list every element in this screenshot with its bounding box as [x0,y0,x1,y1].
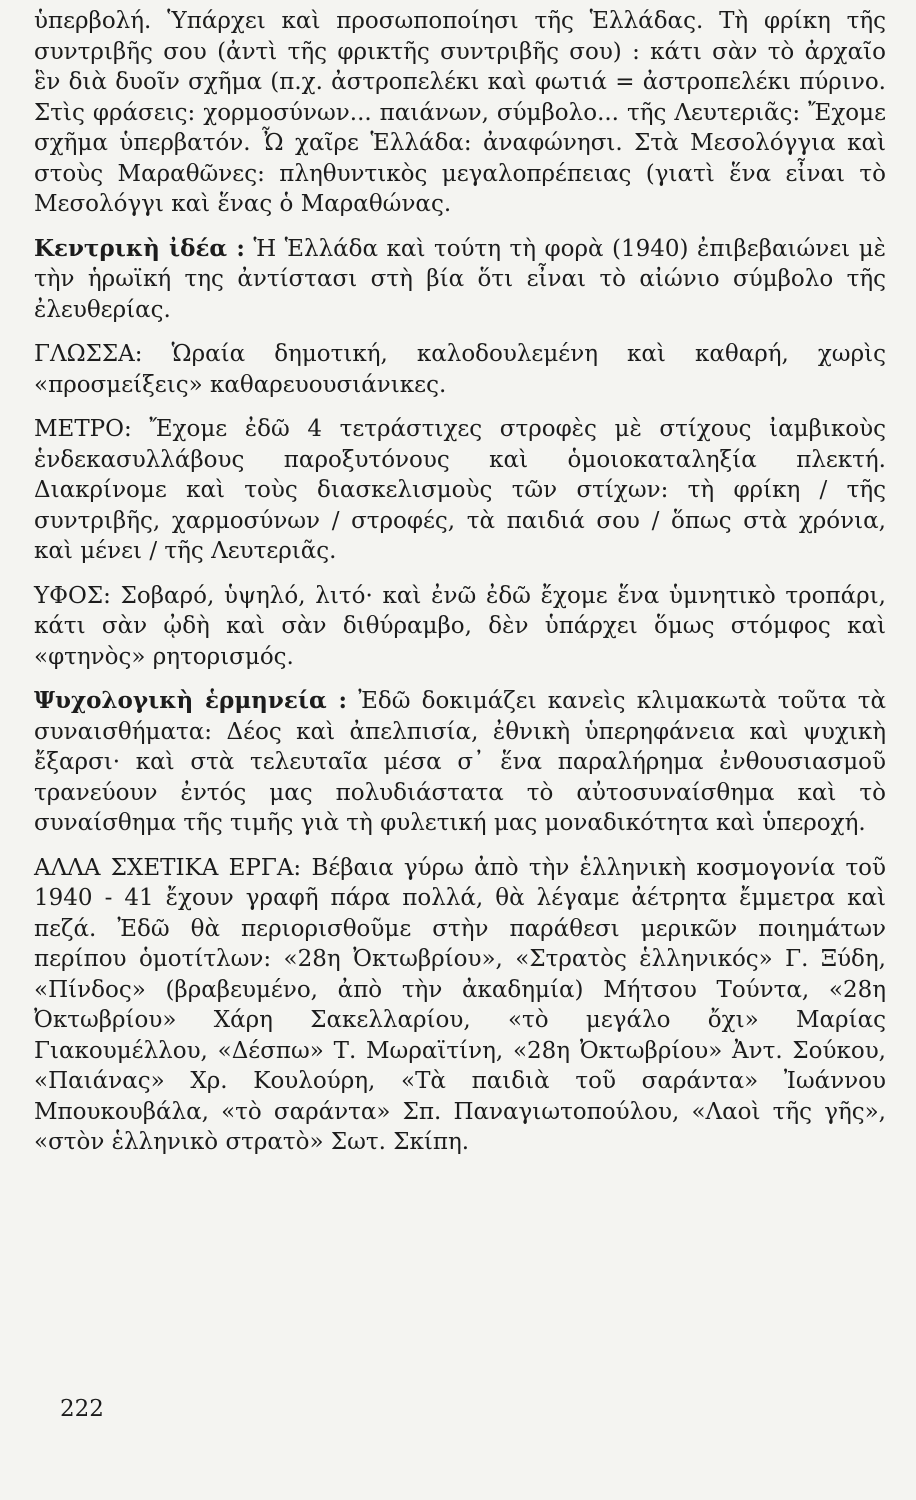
language-text: Ὡραία δημοτική, καλοδουλεμένη καὶ καθαρή, χωρὶς «προσμείξεις» καθαρευουσιάνικες. [34,341,886,398]
central-idea-text: Ἡ Ἑλλάδα καὶ τούτη τὴ φορὰ (1940) ἐπιβεβαιώνει μὲ τὴν ἡρωϊκή της ἀντίστασι στὴ βία ὅτι εἶναι τὸ αἰώνιο σύμβολο τῆς ἐλευθερίας. [34,235,886,323]
related-works-text: Βέβαια γύρω ἀπὸ τὴν ἑλληνικὴ κοσμογονία τοῦ 1940 - 41 ἔχουν γραφῆ πάρα πολλά, θὰ λέγαμε ἀέτρητα ἔμμετρα καὶ πεζά. Ἐδῶ θὰ περιορισθοῦμε στὴν παράθεσι μερικῶν ποιημάτων περίπου ὁμοτίτλων: «28η Ὀκτωβρίου», «Στρατὸς ἑλληνικός» Γ. Ξύδη, «Πίνδος» (βραβευμένο, ἀπὸ τὴν ἀκαδημία) Μήτσου Τούντα, «28η Ὀκτωβρίου» Χάρη Σακελλαρίου, «τὸ μεγάλο ὄχι» Μαρίας Γιακουμέλλου, «Δέσπω» Τ. Μωραϊτίνη, «28η Ὀκτωβρίου» Ἀντ. Σούκου, «Παιάνας» Χρ. Κουλούρη, «Τὰ παιδιὰ τοῦ σαράντα» Ἰωάννου Μπουκουβάλα, «τὸ σαράντα» Σπ. Παναγιωτοπούλου, «Λαοὶ τῆς γῆς», «στὸν ἑλληνικὸ στρατὸ» Σωτ. Σκίπη. [34,854,886,1155]
style-text: Σοβαρό, ὑψηλό, λιτό· καὶ ἐνῶ ἐδῶ ἔχομε ἕνα ὑμνητικὸ τροπάρι, κάτι σὰν ᾠδὴ καὶ σὰν διθύραμβο, δὲν ὑπάρχει ὅμως στόμφος καὶ «φτηνὸς» ρητορισμός. [34,582,886,670]
style-paragraph [34,581,886,673]
psychology-paragraph [34,686,886,839]
psychology-label: Ψυχολογικὴ ἑρμηνεία : [34,687,348,714]
central-idea-paragraph [34,234,886,326]
related-works-paragraph [34,853,886,1158]
language-paragraph [34,339,886,400]
page-body [34,6,886,1172]
intro-text: ὑπερβολή. Ὑπάρχει καὶ προσωποποίησι τῆς Ἑλλάδας. Τὴ φρίκη τῆς συντριβῆς σου (ἀντὶ τῆς φρικτῆς συντριβῆς σου) : κάτι σὰν τὸ ἀρχαῖο ἓν διὰ δυοῖν σχῆμα (π.χ. ἀστροπελέκι καὶ φωτιά = ἀστροπελέκι πύρινο. Στὶς φράσεις: χορμοσύνων... παιάνων, σύμβολο... τῆς Λευτεριᾶς: Ἔχομε σχῆμα ὑπερβατόν. Ὦ χαῖρε Ἑλλάδα: ἀναφώνησι. Στὰ Μεσολόγγια καὶ στοὺς Μαραθῶνες: πληθυντικὸς μεγαλοπρέπειας (γιατὶ ἕνα εἶναι τὸ Μεσολόγγι καὶ ἕνας ὁ Μαραθώνας. [34,8,886,217]
psychology-text: Ἐδῶ δοκιμάζει κανεὶς κλιμακωτὰ τοῦτα τὰ συναισθήματα: Δέος καὶ ἀπελπισία, ἐθνικὴ ὑπερηφάνεια καὶ ψυχικὴ ἔξαρσι· καὶ στὰ τελευταῖα μέσα σ᾽ ἕνα παραλήρημα ἐνθουσιασμοῦ τρανεύουν ἐντός μας πολυδιάστατα τὸ αὐτοσυναίσθημα καὶ τὸ συναίσθημα τῆς τιμῆς γιὰ τὴ φυλετική μας μοναδικότητα καὶ ὑπεροχή. [34,688,886,836]
page-number: 222 [60,1396,104,1422]
meter-paragraph [34,414,886,567]
language-label: ΓΛΩΣΣΑ: [34,341,143,367]
related-works-label: ΑΛΛΑ ΣΧΕΤΙΚΑ ΕΡΓΑ: [34,854,302,881]
meter-text: Ἔχομε ἐδῶ 4 τετράστιχες στροφὲς μὲ στίχους ἰαμβικοὺς ἑνδεκασυλλάβους παροξυτόνους καὶ ὁμοιοκαταληξία πλεκτή. Διακρίνομε καὶ τοὺς διασκελισμοὺς τῶν στίχων: τὴ φρίκη / τῆς συντριβῆς, χαρμοσύνων / στροφές, τὰ παιδιά σου / ὅπως στὰ χρόνια, καὶ μένει / τῆς Λευτεριᾶς. [34,416,886,564]
style-label: ΥΦΟΣ: [34,582,111,609]
intro-paragraph [34,6,886,220]
meter-label: ΜΕΤΡΟ: [34,416,132,442]
central-idea-label: Κεντρικὴ ἰδέα : [34,234,245,262]
